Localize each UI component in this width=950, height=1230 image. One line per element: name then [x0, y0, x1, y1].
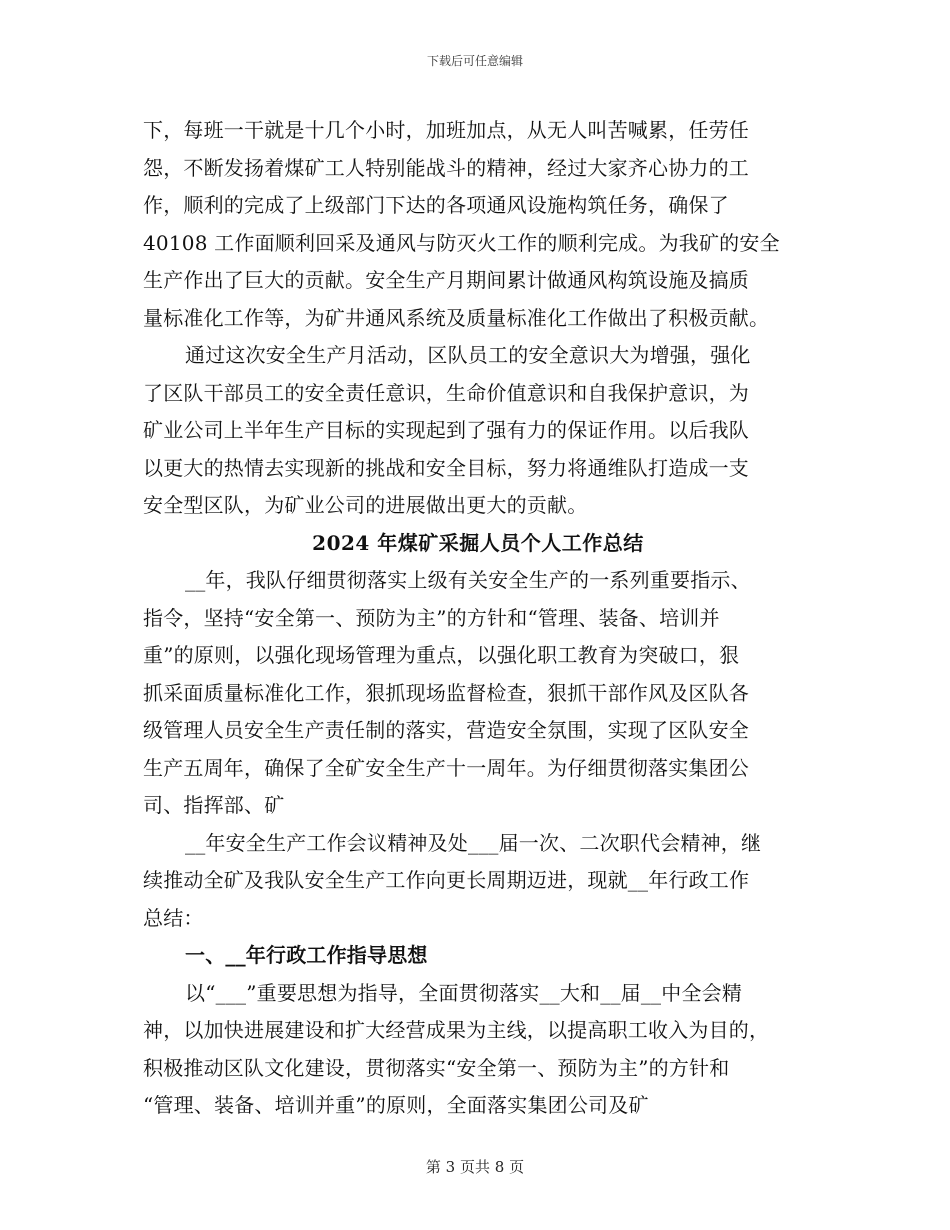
paragraph-line: 以“___”重要思想为指导，全面贯彻落实__大和__届__中全会精 [185, 980, 743, 1005]
paragraph-line: 量标准化工作等，为矿井通风系统及质量标准化工作做出了积极贡献。 [143, 305, 770, 330]
paragraph-line: 司、指挥部、矿 [143, 793, 285, 817]
paragraph-line: 安全型区队，为矿业公司的进展做出更大的贡献。 [143, 493, 588, 517]
paragraph-line: 矿业公司上半年生产目标的实现起到了强有力的保证作用。以后我队 [143, 418, 749, 442]
paragraph-line: 以更大的热情去实现新的挑战和安全目标，努力将通维队打造成一支 [143, 455, 749, 480]
paragraph-line: 续推动全矿及我队安全生产工作向更长周期迈进，现就__年行政工作 [143, 868, 750, 892]
paragraph-line: 了区队干部员工的安全责任意识，生命价值意识和自我保护意识，为 [143, 380, 749, 405]
document-title: 2024 年煤矿采掘人员个人工作总结 [312, 530, 644, 555]
paragraph-line: 下，每班一干就是十几个小时，加班加点，从无人叫苦喊累，任劳任 [143, 118, 749, 142]
page-number: 第 3 页共 8 页 [425, 1158, 525, 1176]
paragraph-line: 40108 工作面顺利回采及通风与防灭火工作的顺利完成。为我矿的安全 [143, 230, 780, 255]
paragraph-line: 总结： [143, 905, 204, 930]
paragraph-line: 重”的原则，以强化现场管理为重点，以强化职工教育为突破口，狠 [143, 643, 740, 667]
paragraph-line: 通过这次安全生产月活动，区队员工的安全意识大为增强，强化 [185, 343, 751, 367]
paragraph-line: “管理、装备、培训并重”的原则，全面落实集团公司及矿 [143, 1093, 649, 1117]
page-header: 下载后可任意编辑 [426, 54, 523, 68]
paragraph-line: 积极推动区队文化建设，贯彻落实“安全第一、预防为主”的方针和 [143, 1055, 730, 1080]
paragraph-line: 生产五周年，确保了全矿安全生产十一周年。为仔细贯彻落实集团公 [143, 755, 749, 780]
paragraph-line: 指令，坚持“安全第一、预防为主”的方针和“管理、装备、培训并 [143, 605, 720, 630]
paragraph-line: __年安全生产工作会议精神及处___届一次、二次职代会精神，继 [185, 830, 762, 855]
paragraph-line: 怨，不断发扬着煤矿工人特别能战斗的精神，经过大家齐心协力的工 [143, 155, 749, 180]
paragraph-line: 级管理人员安全生产责任制的落实，营造安全氛围，实现了区队安全 [143, 718, 749, 742]
paragraph-line: 作，顺利的完成了上级部门下达的各项通风设施构筑任务，确保了 [143, 193, 729, 217]
paragraph-line: 生产作出了巨大的贡献。安全生产月期间累计做通风构筑设施及搞质 [143, 268, 749, 292]
paragraph-line: 神，以加快进展建设和扩大经营成果为主线，以提高职工收入为目的， [143, 1018, 770, 1042]
paragraph-line: 抓采面质量标准化工作，狠抓现场监督检查，狠抓干部作风及区队各 [143, 680, 749, 705]
document-body [143, 112, 813, 1125]
paragraph-line: __年，我队仔细贯彻落实上级有关安全生产的一系列重要指示、 [185, 568, 751, 592]
section-heading: 一、__年行政工作指导思想 [185, 943, 428, 967]
